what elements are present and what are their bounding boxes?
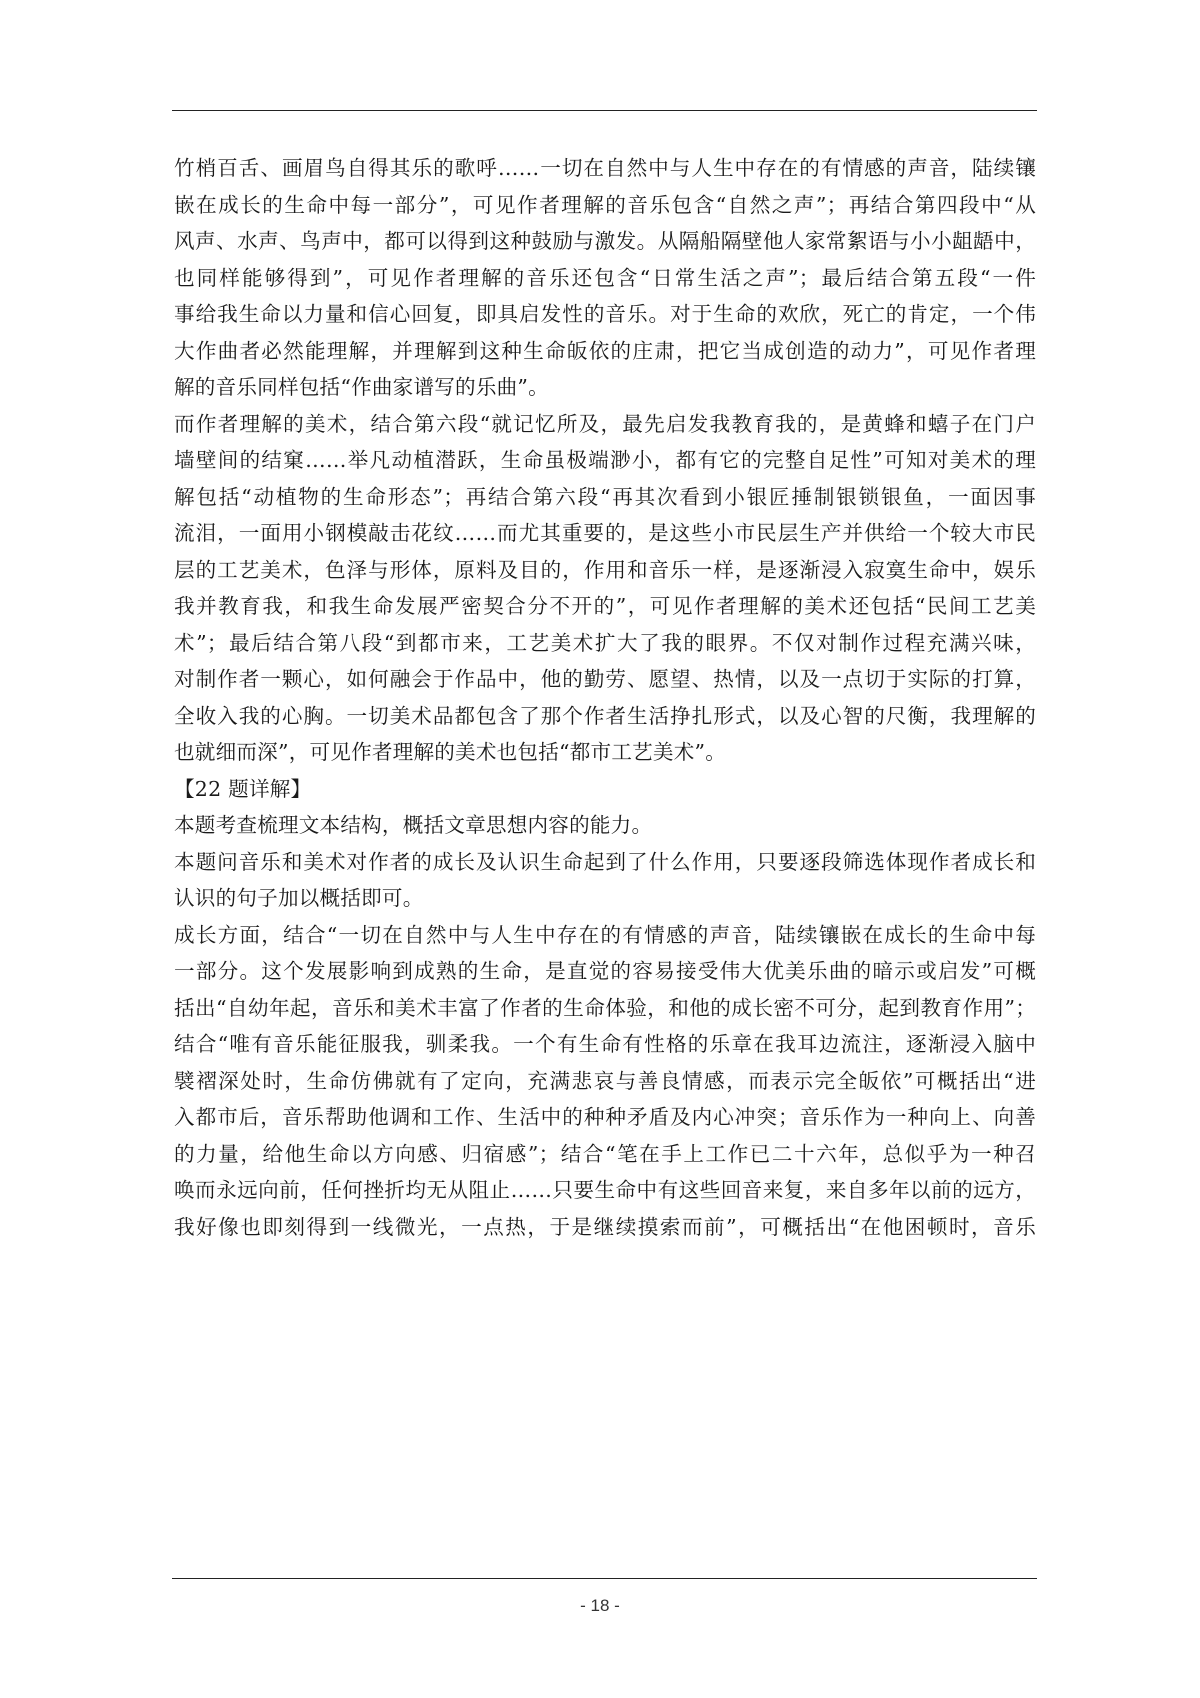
text-line: 本题问音乐和美术对作者的成长及认识生命起到了什么作用，只要逐段筛选体现作者成长和 bbox=[174, 849, 1036, 874]
text-line: 术”；最后结合第八段“到都市来，工艺美术扩大了我的眼界。不仅对制作过程充满兴味， bbox=[174, 630, 1036, 655]
body-text bbox=[174, 150, 1036, 1245]
footer-rule bbox=[172, 1578, 1037, 1579]
text-line: 解包括“动植物的生命形态”；再结合第六段“再其次看到小银匠捶制银锁银鱼，一面因事 bbox=[174, 484, 1036, 509]
text-line: 的力量，给他生命以方向感、归宿感”；结合“笔在手上工作已二十六年，总似乎为一种召 bbox=[174, 1141, 1036, 1166]
text-line: 层的工艺美术，色泽与形体，原料及目的，作用和音乐一样，是逐渐浸入寂寞生命中，娱乐 bbox=[174, 557, 1036, 582]
text-line: 唤而永远向前，任何挫折均无从阻止……只要生命中有这些回音来复，来自多年以前的远方， bbox=[174, 1178, 1036, 1202]
text-line: 对制作者一颗心，如何融会于作品中，他的勤劳、愿望、热情，以及一点切于实际的打算， bbox=[174, 667, 1036, 691]
text-line: 墙壁间的结窠……举凡动植潜跃，生命虽极端渺小，都有它的完整自足性”可知对美术的理 bbox=[174, 448, 1036, 472]
text-line: 认识的句子加以概括即可。 bbox=[174, 886, 424, 910]
text-line: 我并教育我，和我生命发展严密契合分不开的”，可见作者理解的美术还包括“民间工艺美 bbox=[174, 594, 1036, 618]
text-line: 风声、水声、鸟声中，都可以得到这种鼓励与激发。从隔船隔壁他人家常絮语与小小龃龉中， bbox=[174, 229, 1036, 253]
text-line: 竹梢百舌、画眉鸟自得其乐的歌呼……一切在自然中与人生中存在的有情感的声音，陆续镶 bbox=[174, 156, 1036, 180]
text-line: 嵌在成长的生命中每一部分”，可见作者理解的音乐包含“自然之声”；再结合第四段中“从 bbox=[174, 192, 1036, 217]
text-line: 我好像也即刻得到一线微光，一点热，于是继续摸索而前”，可概括出“在他困顿时，音乐 bbox=[174, 1214, 1036, 1239]
text-line: 入都市后，音乐帮助他调和工作、生活中的种种矛盾及内心冲突；音乐作为一种向上、向善 bbox=[174, 1105, 1036, 1129]
text-line: 解的音乐同样包括“作曲家谱写的乐曲”。 bbox=[174, 375, 549, 399]
text-line: 结合“唯有音乐能征服我，驯柔我。一个有生命有性格的乐章在我耳边流注，逐渐浸入脑中 bbox=[174, 1032, 1036, 1056]
text-line: 本题考查梳理文本结构，概括文章思想内容的能力。 bbox=[174, 813, 653, 837]
text-line: 也就细而深”，可见作者理解的美术也包括“都市工艺美术”。 bbox=[174, 740, 727, 764]
text-line: 大作曲者必然能理解，并理解到这种生命皈依的庄肃，把它当成创造的动力”，可见作者理 bbox=[174, 338, 1036, 363]
page-number: - 18 - bbox=[580, 1596, 620, 1615]
text-line: 全收入我的心胸。一切美术品都包含了那个作者生活挣扎形式，以及心智的尺衡，我理解的 bbox=[174, 703, 1036, 728]
text-line: 流泪，一面用小钢模敲击花纹……而尤其重要的，是这些小市民层生产并供给一个较大市民 bbox=[174, 521, 1036, 545]
text-line: 成长方面，结合“一切在自然中与人生中存在的有情感的声音，陆续镶嵌在成长的生命中每 bbox=[174, 922, 1036, 947]
text-line: 括出“自幼年起，音乐和美术丰富了作者的生命体验，和他的成长密不可分，起到教育作用”； bbox=[174, 995, 1036, 1020]
header-rule bbox=[172, 110, 1037, 111]
text-line: 而作者理解的美术，结合第六段“就记忆所及，最先启发我教育我的，是黄蜂和蟢子在门户 bbox=[174, 411, 1036, 436]
text-line: 襞褶深处时，生命仿佛就有了定向，充满悲哀与善良情感，而表示完全皈依”可概括出“进 bbox=[174, 1068, 1036, 1093]
text-line: 也同样能够得到”，可见作者理解的音乐还包含“日常生活之声”；最后结合第五段“一件 bbox=[174, 265, 1036, 290]
text-line: 事给我生命以力量和信心回复，即具启发性的音乐。对于生命的欢欣，死亡的肯定，一个伟 bbox=[174, 302, 1036, 326]
text-line: 一部分。这个发展影响到成熟的生命，是直觉的容易接受伟大优美乐曲的暗示或启发”可概 bbox=[174, 959, 1036, 983]
text-line: 【22 题详解】 bbox=[174, 776, 312, 801]
